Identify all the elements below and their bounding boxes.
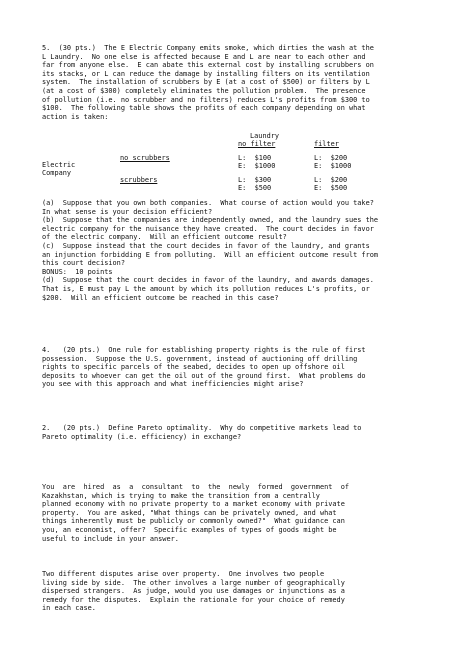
text-line: far from anyone else. E can abate this external cost by installing scrubbers on [42,61,374,70]
text-line: remedy for the disputes. Explain the rationale for your choice of remedy [42,595,345,604]
text-line: things inherently must be publicly or commonly owned?" What guidance can [42,517,345,526]
table-cell: L: $200 [314,154,348,162]
text-line: possession. Suppose the U.S. government, instead of auctioning off drilling [42,354,358,363]
question-kazakhstan [42,483,444,543]
table-header-filter: filter [314,140,339,148]
text-line: property. You are asked, "What things can be privately owned, and what [42,508,337,517]
text-line: of pollution (i.e. no scrubber and no filters) reduces L's profits from $300 to [42,95,370,104]
table-row-header-company: Company [42,169,72,177]
table-cell: E: $1000 [238,162,276,170]
text-line: of the electric company. Will an efficient outcome result? [42,233,287,242]
text-line: Two different disputes arise over property. One involves two people [42,570,325,578]
text-line: planned economy with no private property to a market economy with private [42,500,345,509]
text-line: $100. The following table shows the profits of each company depending on what [42,104,366,113]
question-5-intro [42,44,444,121]
table-cell: E: $500 [238,184,272,192]
text-line: this court decision? [42,259,125,268]
profit-table [42,132,444,194]
table-header-no-filter: no filter [238,140,276,148]
text-line: rights to specific parcels of the seabed, decides to open up offshore oil [42,363,345,372]
text-line: Kazakhstan, which is trying to make the transition from a centrally [42,491,320,500]
question-4 [42,346,444,389]
question-disputes [42,570,444,613]
text-line: (d) Suppose that the court decides in favor of the laundry, and awards damages. [42,276,374,285]
text-line: $200. Will an efficient outcome be reached in this case? [42,293,279,302]
table-cell: L: $100 [238,154,272,162]
text-line: deposits to whoever can get the oil out of the ground first. What problems do [42,371,366,380]
table-row-no-scrubbers: no scrubbers [120,154,170,162]
table-row-scrubbers: scrubbers [120,176,158,184]
table-cell: E: $500 [314,184,348,192]
text-line: (at a cost of $300) completely eliminates the pollution problem. The presence [42,86,366,95]
text-line: living side by side. The other involves a large number of geographically [42,578,345,587]
table-cell: L: $200 [314,176,348,184]
table-header-laundry: Laundry [250,132,280,140]
text-line: You are hired as a consultant to the newly formed government of [42,483,349,491]
text-line: you, an economist, offer? Specific examples of types of goods might be [42,525,337,534]
text-line: electric company for the nuisance they have created. The court decides in favor [42,224,374,233]
text-line: (c) Suppose instead that the court decides in favor of the laundry, and grants [42,241,370,250]
text-line: (a) Suppose that you own both companies. What course of action would you take? [42,199,374,207]
text-line: 2. (20 pts.) Define Pareto optimality. Why do competitive markets lead to [42,424,362,432]
text-line: In what sense is your decision efficient? [42,207,213,216]
text-line: useful to include in your answer. [42,534,179,543]
text-line: That is, E must pay L the amount by which its pollution reduces L's profits, or [42,284,370,293]
text-line: in each case. [42,604,96,613]
table-cell: E: $1000 [314,162,352,170]
text-line: an injunction forbidding E from polluting. Will an efficient outcome result from [42,250,379,259]
text-line: BONUS: 10 points [42,267,113,276]
text-line: you see with this approach and what inefficiencies might arise? [42,380,304,389]
text-line: 5. (30 pts.) The E Electric Company emits smoke, which dirties the wash at the [42,44,374,52]
text-line: Pareto optimality (i.e. efficiency) in exchange? [42,432,242,441]
text-line: its stacks, or L can reduce the damage by installing filters on its ventilation [42,69,370,78]
table-row-header-electric: Electric [42,161,76,169]
text-line: L Laundry. No one else is affected because E and L are near to each other and [42,52,366,61]
question-2 [42,424,444,441]
question-5-parts [42,199,444,302]
text-line: (b) Suppose that the companies are independently owned, and the laundry sues the [42,216,379,225]
text-line: dispersed strangers. As judge, would you use damages or injunctions as a [42,587,345,596]
table-cell: L: $300 [238,176,272,184]
text-line: 4. (20 pts.) One rule for establishing property rights is the rule of first [42,346,366,354]
text-line: system. The installation of scrubbers by E (at a cost of $500) or filters by L [42,78,370,87]
text-line: action is taken: [42,112,109,121]
